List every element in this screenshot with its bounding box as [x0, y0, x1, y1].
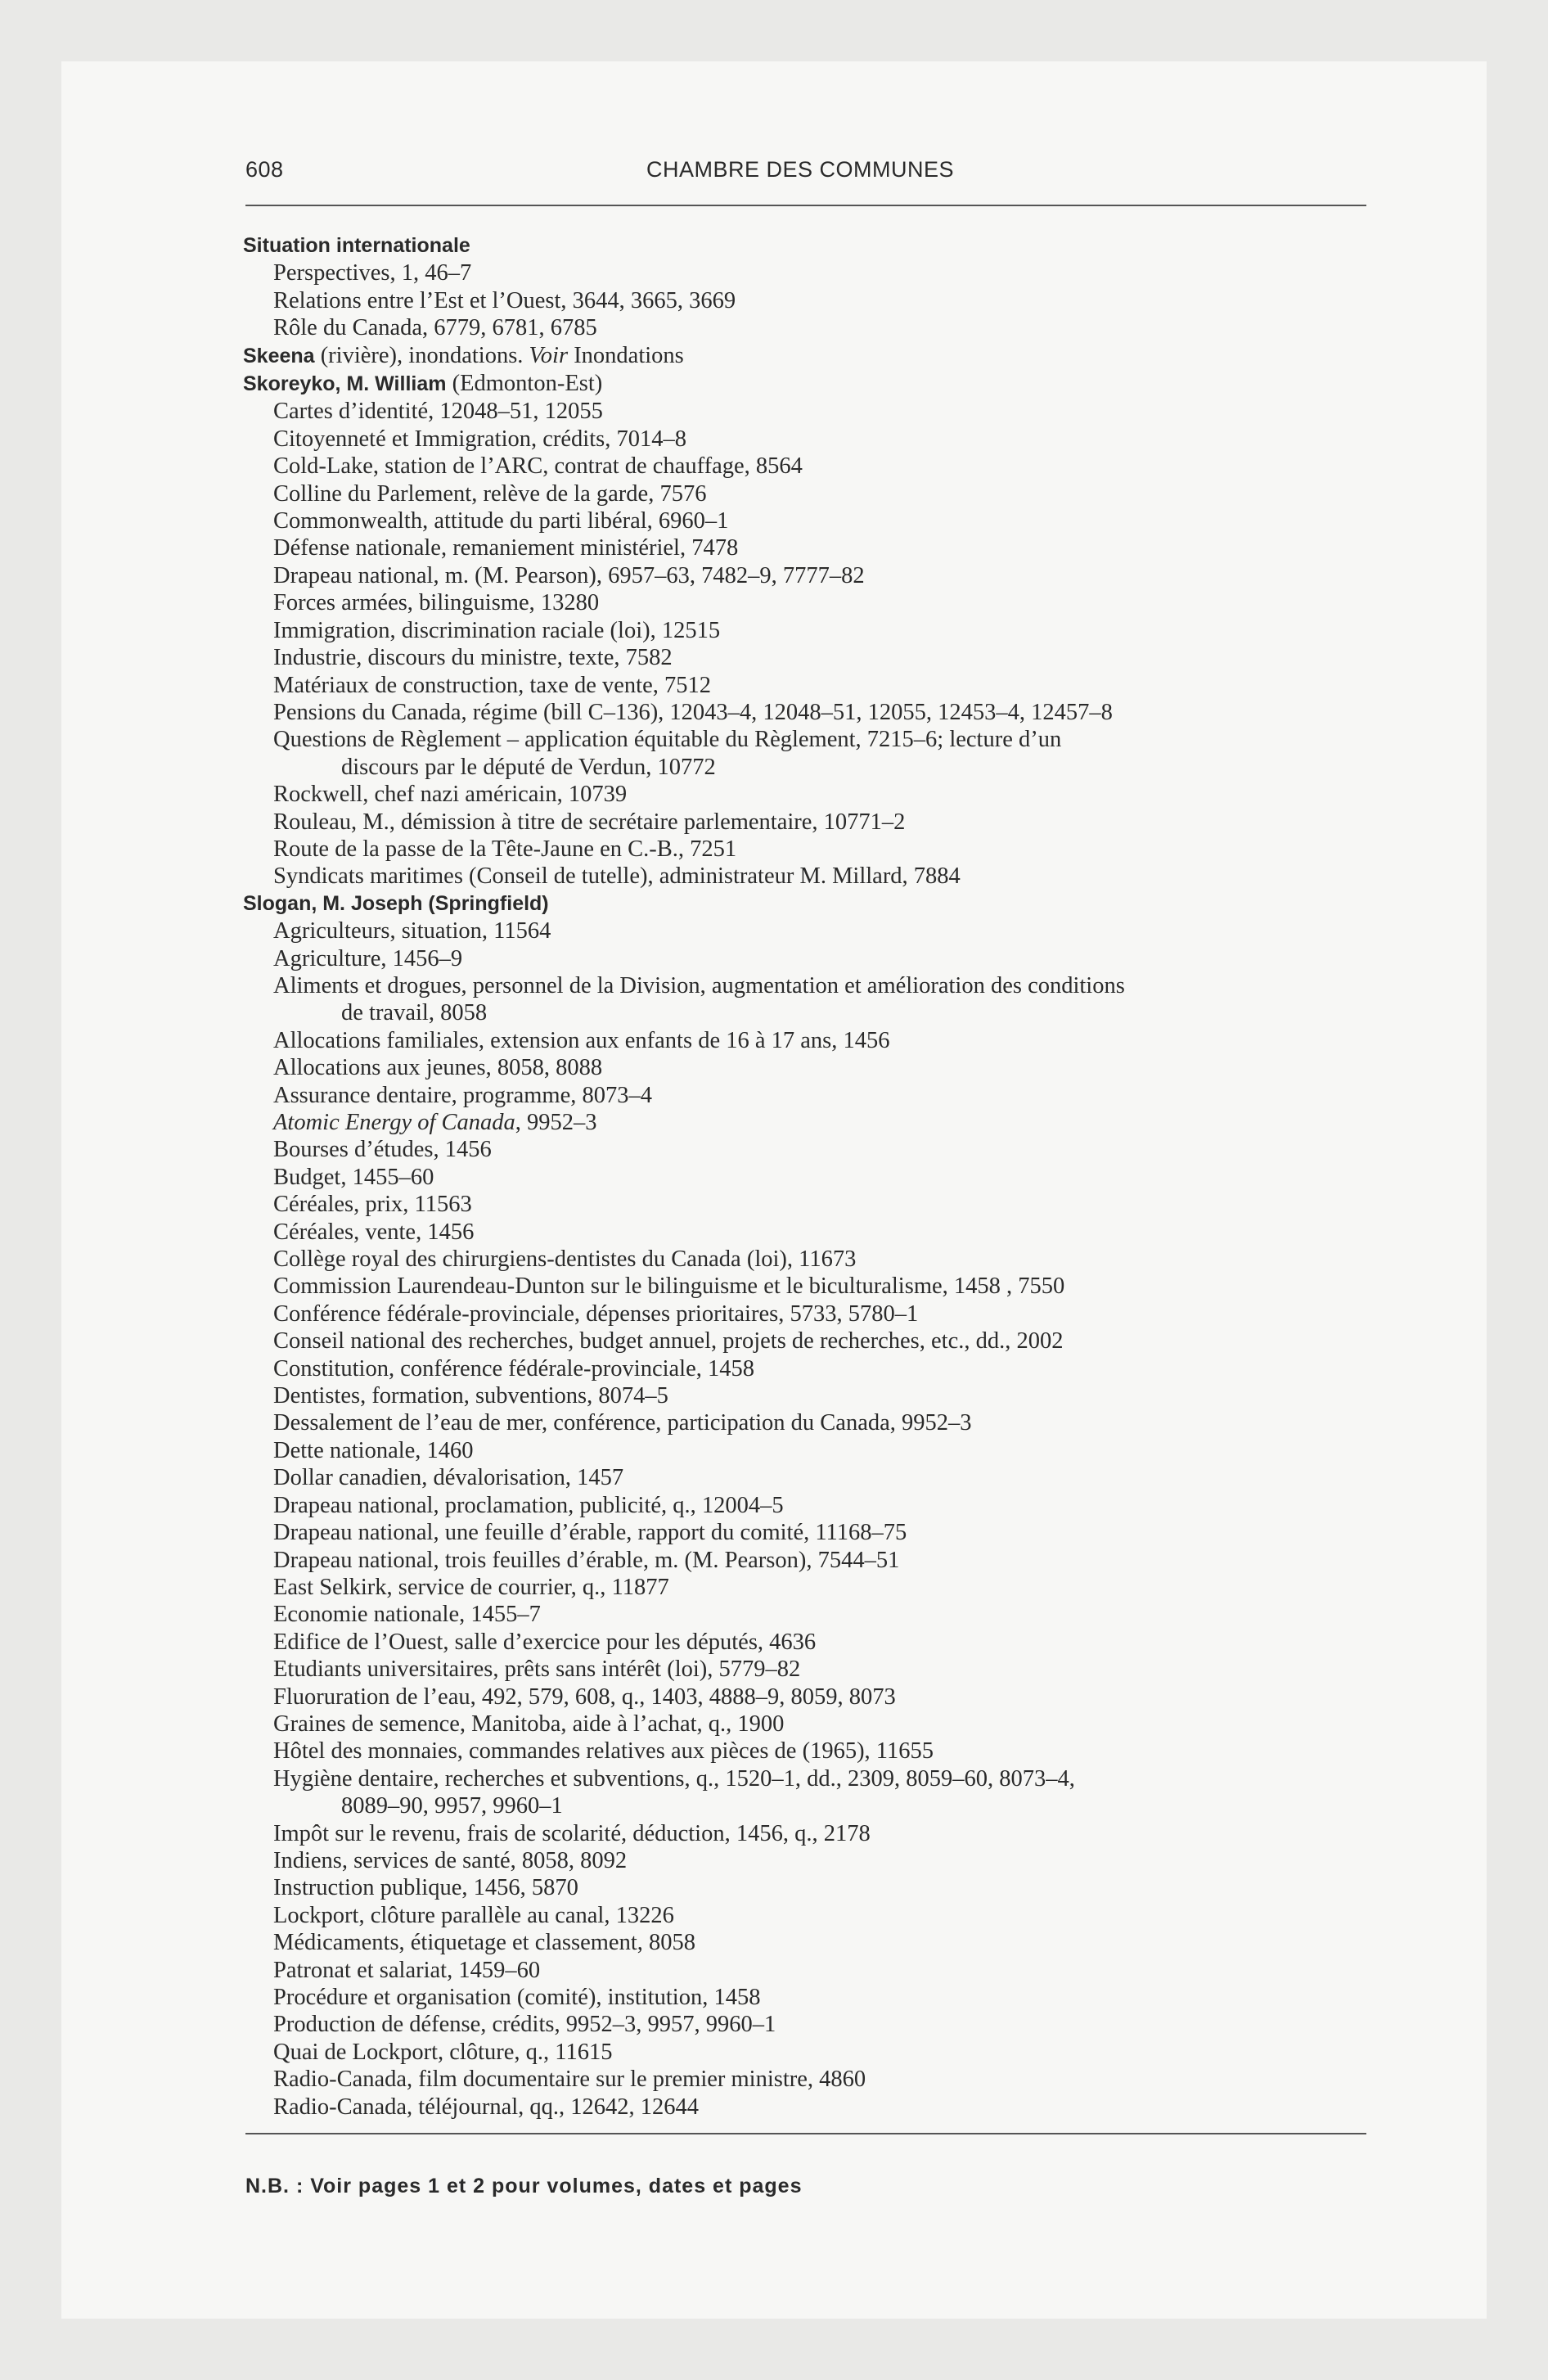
entry-cross-reference-target: Inondations — [568, 342, 684, 368]
subentry-text: Allocations aux jeunes, 8058, 8088 — [273, 1055, 603, 1081]
index-subentry — [243, 1847, 1372, 1874]
subentry-text: Céréales, vente, 1456 — [273, 1219, 475, 1245]
index-subentry — [243, 781, 1372, 808]
index-subentry — [243, 507, 1372, 534]
subentry-text: Hygiène dentaire, recherches et subventions, q., 1520–1, dd., 2309, 8059–60, 8073–4, — [273, 1765, 1075, 1792]
entry-heading-detail: (rivière), inondations. — [314, 342, 529, 368]
entry-heading-text: Situation internationale — [243, 234, 470, 257]
header-rule — [245, 205, 1366, 206]
subentry-text: Graines de semence, Manitoba, aide à l’achat, q., 1900 — [273, 1711, 785, 1737]
subentry-text: Instruction publique, 1456, 5870 — [273, 1875, 578, 1901]
footnote: N.B. : Voir pages 1 et 2 pour volumes, dates et pages — [245, 2175, 803, 2197]
index-subentry — [243, 1519, 1372, 1546]
subentry-text: Drapeau national, trois feuilles d’érable, m. (M. Pearson), 7544–51 — [273, 1547, 900, 1573]
subentry-text: Dentistes, formation, subventions, 8074–5 — [273, 1383, 668, 1409]
index-entry-heading — [243, 890, 1372, 917]
index-subentry — [243, 699, 1372, 726]
index-subentry — [243, 809, 1372, 836]
index-subentry — [243, 1409, 1372, 1436]
subentry-text: Questions de Règlement – application équitable du Règlement, 7215–6; lecture d’un — [273, 727, 1062, 753]
index-subentry — [243, 1492, 1372, 1519]
index-subentry — [243, 1136, 1372, 1163]
subentry-text: Hôtel des monnaies, commandes relatives aux pièces de (1965), 11655 — [273, 1738, 934, 1765]
subentry-text: Médicaments, étiquetage et classement, 8058 — [273, 1930, 695, 1956]
entry-heading-text: Skoreyko, M. William — [243, 372, 447, 396]
subentry-text: Conseil national des recherches, budget annuel, projets de recherches, etc., dd., 2002 — [273, 1328, 1064, 1355]
index-subentry — [243, 562, 1372, 589]
index-subentry — [243, 534, 1372, 561]
index-subentry — [243, 1219, 1372, 1246]
subentry-text: Dette nationale, 1460 — [273, 1437, 474, 1463]
subentry-text: Patronat et salariat, 1459–60 — [273, 1957, 541, 1983]
subentry-text: Atomic Energy of Canada, 9952–3 — [273, 1110, 597, 1135]
subentry-text: Céréales, prix, 11563 — [273, 1192, 472, 1218]
index-subentry — [243, 945, 1372, 972]
index-subentry — [243, 1437, 1372, 1464]
subentry-text: Quai de Lockport, clôture, q., 11615 — [273, 2039, 613, 2065]
index-entry-heading — [243, 370, 1372, 398]
subentry-text: Dollar canadien, dévalorisation, 1457 — [273, 1465, 624, 1491]
subentry-text: Dessalement de l’eau de mer, conférence, participation du Canada, 9952–3 — [273, 1410, 972, 1436]
subentry-text: Matériaux de construction, taxe de vente, 7512 — [273, 672, 711, 698]
subentry-text: Rôle du Canada, 6779, 6781, 6785 — [273, 315, 597, 341]
footer-rule — [245, 2133, 1366, 2134]
subentry-text: Relations entre l’Est et l’Ouest, 3644, 3665, 3669 — [273, 287, 736, 313]
index-subentry — [243, 2066, 1372, 2093]
index-subentry — [243, 836, 1372, 863]
subentry-text: Colline du Parlement, relève de la garde, 7576 — [273, 480, 707, 507]
index-entry-heading — [243, 342, 1372, 370]
index-subentry — [243, 480, 1372, 507]
index-subentry — [243, 1246, 1372, 1273]
index-subentry — [243, 1820, 1372, 1847]
index-subentry — [243, 589, 1372, 616]
subentry-text: Impôt sur le revenu, frais de scolarité, déduction, 1456, q., 2178 — [273, 1820, 871, 1846]
entry-cross-reference-see: Voir — [529, 342, 569, 368]
subentry-text: Collège royal des chirurgiens-dentistes du Canada (loi), 11673 — [273, 1246, 857, 1273]
index-subentry — [243, 2094, 1372, 2121]
subentry-text: Industrie, discours du ministre, texte, 7582 — [273, 645, 673, 671]
index-subentry — [243, 1464, 1372, 1491]
subentry-text: Procédure et organisation (comité), institution, 1458 — [273, 1985, 761, 2010]
index-entry-heading — [243, 232, 1372, 259]
entry-heading-text: Skeena — [243, 344, 315, 367]
index-subentry — [243, 1547, 1372, 1574]
subentry-text: East Selkirk, service de courrier, q., 11877 — [273, 1574, 669, 1600]
subentry-text: Etudiants universitaires, prêts sans intérêt (loi), 5779–82 — [273, 1657, 801, 1683]
subentry-text: Radio-Canada, film documentaire sur le premier ministre, 4860 — [273, 2067, 866, 2093]
subentry-text: Radio-Canada, téléjournal, qq., 12642, 12644 — [273, 2094, 700, 2120]
subentry-text: Perspectives, 1, 46–7 — [273, 260, 472, 286]
index-subentry — [243, 726, 1372, 781]
entry-heading-detail: (Edmonton-Est) — [446, 371, 603, 397]
subentry-text: Immigration, discrimination raciale (loi), 12515 — [273, 617, 721, 643]
page-header — [245, 157, 1366, 190]
index-body — [243, 232, 1372, 2121]
subentry-text: Défense nationale, remaniement ministériel, 7478 — [273, 535, 739, 561]
index-subentry — [243, 1355, 1372, 1382]
subentry-text: Route de la passe de la Tête-Jaune en C.-B., 7251 — [273, 836, 737, 862]
index-subentry — [243, 1929, 1372, 1956]
subentry-text: Forces armées, bilinguisme, 13280 — [273, 590, 600, 616]
subentry-continuation: de travail, 8058 — [341, 1000, 488, 1026]
index-subentry — [243, 1874, 1372, 1901]
subentry-text: Economie nationale, 1455–7 — [273, 1602, 541, 1628]
index-subentry — [243, 644, 1372, 671]
subentry-text: Commonwealth, attitude du parti libéral, 6960–1 — [273, 508, 729, 534]
subentry-text: Rouleau, M., démission à titre de secrétaire parlementaire, 10771–2 — [273, 809, 906, 835]
index-subentry — [243, 1957, 1372, 1984]
subentry-text: Lockport, clôture parallèle au canal, 13226 — [273, 1902, 674, 1928]
entry-heading-detail: (Springfield) — [422, 891, 549, 915]
index-subentry — [243, 617, 1372, 644]
subentry-text: Indiens, services de santé, 8058, 8092 — [273, 1847, 628, 1873]
index-subentry — [243, 1738, 1372, 1765]
subentry-text: Agriculture, 1456–9 — [273, 945, 463, 971]
index-subentry — [243, 1656, 1372, 1683]
index-subentry — [243, 398, 1372, 425]
index-subentry — [243, 453, 1372, 480]
subentry-text: Syndicats maritimes (Conseil de tutelle), administrateur M. Millard, 7884 — [273, 863, 961, 890]
index-subentry — [243, 287, 1372, 314]
subentry-text: Constitution, conférence fédérale-provinciale, 1458 — [273, 1355, 754, 1382]
index-subentry — [243, 259, 1372, 286]
subentry-text: Cold-Lake, station de l’ARC, contrat de chauffage, 8564 — [273, 453, 803, 480]
index-subentry — [243, 1711, 1372, 1738]
index-subentry — [243, 972, 1372, 1027]
subentry-text: Allocations familiales, extension aux enfants de 16 à 17 ans, 1456 — [273, 1027, 890, 1053]
index-subentry — [243, 1984, 1372, 2011]
subentry-text: Citoyenneté et Immigration, crédits, 7014–8 — [273, 426, 686, 452]
subentry-text: Cartes d’identité, 12048–51, 12055 — [273, 399, 603, 425]
index-subentry — [243, 1109, 1372, 1136]
index-subentry — [243, 2039, 1372, 2066]
index-subentry — [243, 1902, 1372, 1929]
page-number: 608 — [245, 157, 284, 182]
index-subentry — [243, 1765, 1372, 1820]
index-subentry — [243, 1027, 1372, 1054]
subentry-continuation: discours par le député de Verdun, 10772 — [341, 754, 716, 780]
subentry-text: Aliments et drogues, personnel de la Division, augmentation et amélioration des conditions — [273, 972, 1125, 998]
index-subentry — [243, 1082, 1372, 1109]
subentry-text: Budget, 1455–60 — [273, 1164, 434, 1190]
subentry-text: Drapeau national, proclamation, publicité, q., 12004–5 — [273, 1492, 784, 1518]
subentry-text: Fluoruration de l’eau, 492, 579, 608, q., 1403, 4888–9, 8059, 8073 — [273, 1684, 896, 1710]
index-subentry — [243, 314, 1372, 341]
subentry-text: Agriculteurs, situation, 11564 — [273, 918, 551, 944]
index-subentry — [243, 1382, 1372, 1409]
index-subentry — [243, 1574, 1372, 1601]
subentry-text: Drapeau national, une feuille d’érable, rapport du comité, 11168–75 — [273, 1520, 907, 1546]
subentry-text: Drapeau national, m. (M. Pearson), 6957–63, 7482–9, 7777–82 — [273, 562, 865, 588]
subentry-text: Commission Laurendeau-Dunton sur le bilinguisme et le biculturalisme, 1458 , 7550 — [273, 1273, 1065, 1300]
index-subentry — [243, 917, 1372, 944]
subentry-text: Bourses d’études, 1456 — [273, 1137, 492, 1163]
subentry-text: Pensions du Canada, régime (bill C–136), 12043–4, 12048–51, 12055, 12453–4, 12457–8 — [273, 699, 1113, 725]
index-subentry — [243, 426, 1372, 453]
entry-heading-text: Slogan, M. Joseph — [243, 891, 423, 915]
subentry-text: Rockwell, chef nazi américain, 10739 — [273, 782, 628, 808]
subentry-text: Production de défense, crédits, 9952–3, 9957, 9960–1 — [273, 2012, 776, 2038]
index-subentry — [243, 1164, 1372, 1191]
running-head: CHAMBRE DES COMMUNES — [646, 157, 955, 182]
index-subentry — [243, 1300, 1372, 1327]
index-subentry — [243, 2011, 1372, 2038]
subentry-text: Assurance dentaire, programme, 8073–4 — [273, 1082, 652, 1108]
index-subentry — [243, 1684, 1372, 1711]
index-subentry — [243, 1191, 1372, 1218]
index-subentry — [243, 1273, 1372, 1300]
index-subentry — [243, 1054, 1372, 1081]
subentry-text: Edifice de l’Ouest, salle d’exercice pour les députés, 4636 — [273, 1629, 817, 1655]
index-subentry — [243, 1629, 1372, 1656]
index-subentry — [243, 672, 1372, 699]
index-subentry — [243, 863, 1372, 890]
index-subentry — [243, 1327, 1372, 1355]
index-subentry — [243, 1601, 1372, 1628]
subentry-text: Conférence fédérale-provinciale, dépenses prioritaires, 5733, 5780–1 — [273, 1300, 919, 1327]
subentry-continuation: 8089–90, 9957, 9960–1 — [341, 1793, 563, 1819]
